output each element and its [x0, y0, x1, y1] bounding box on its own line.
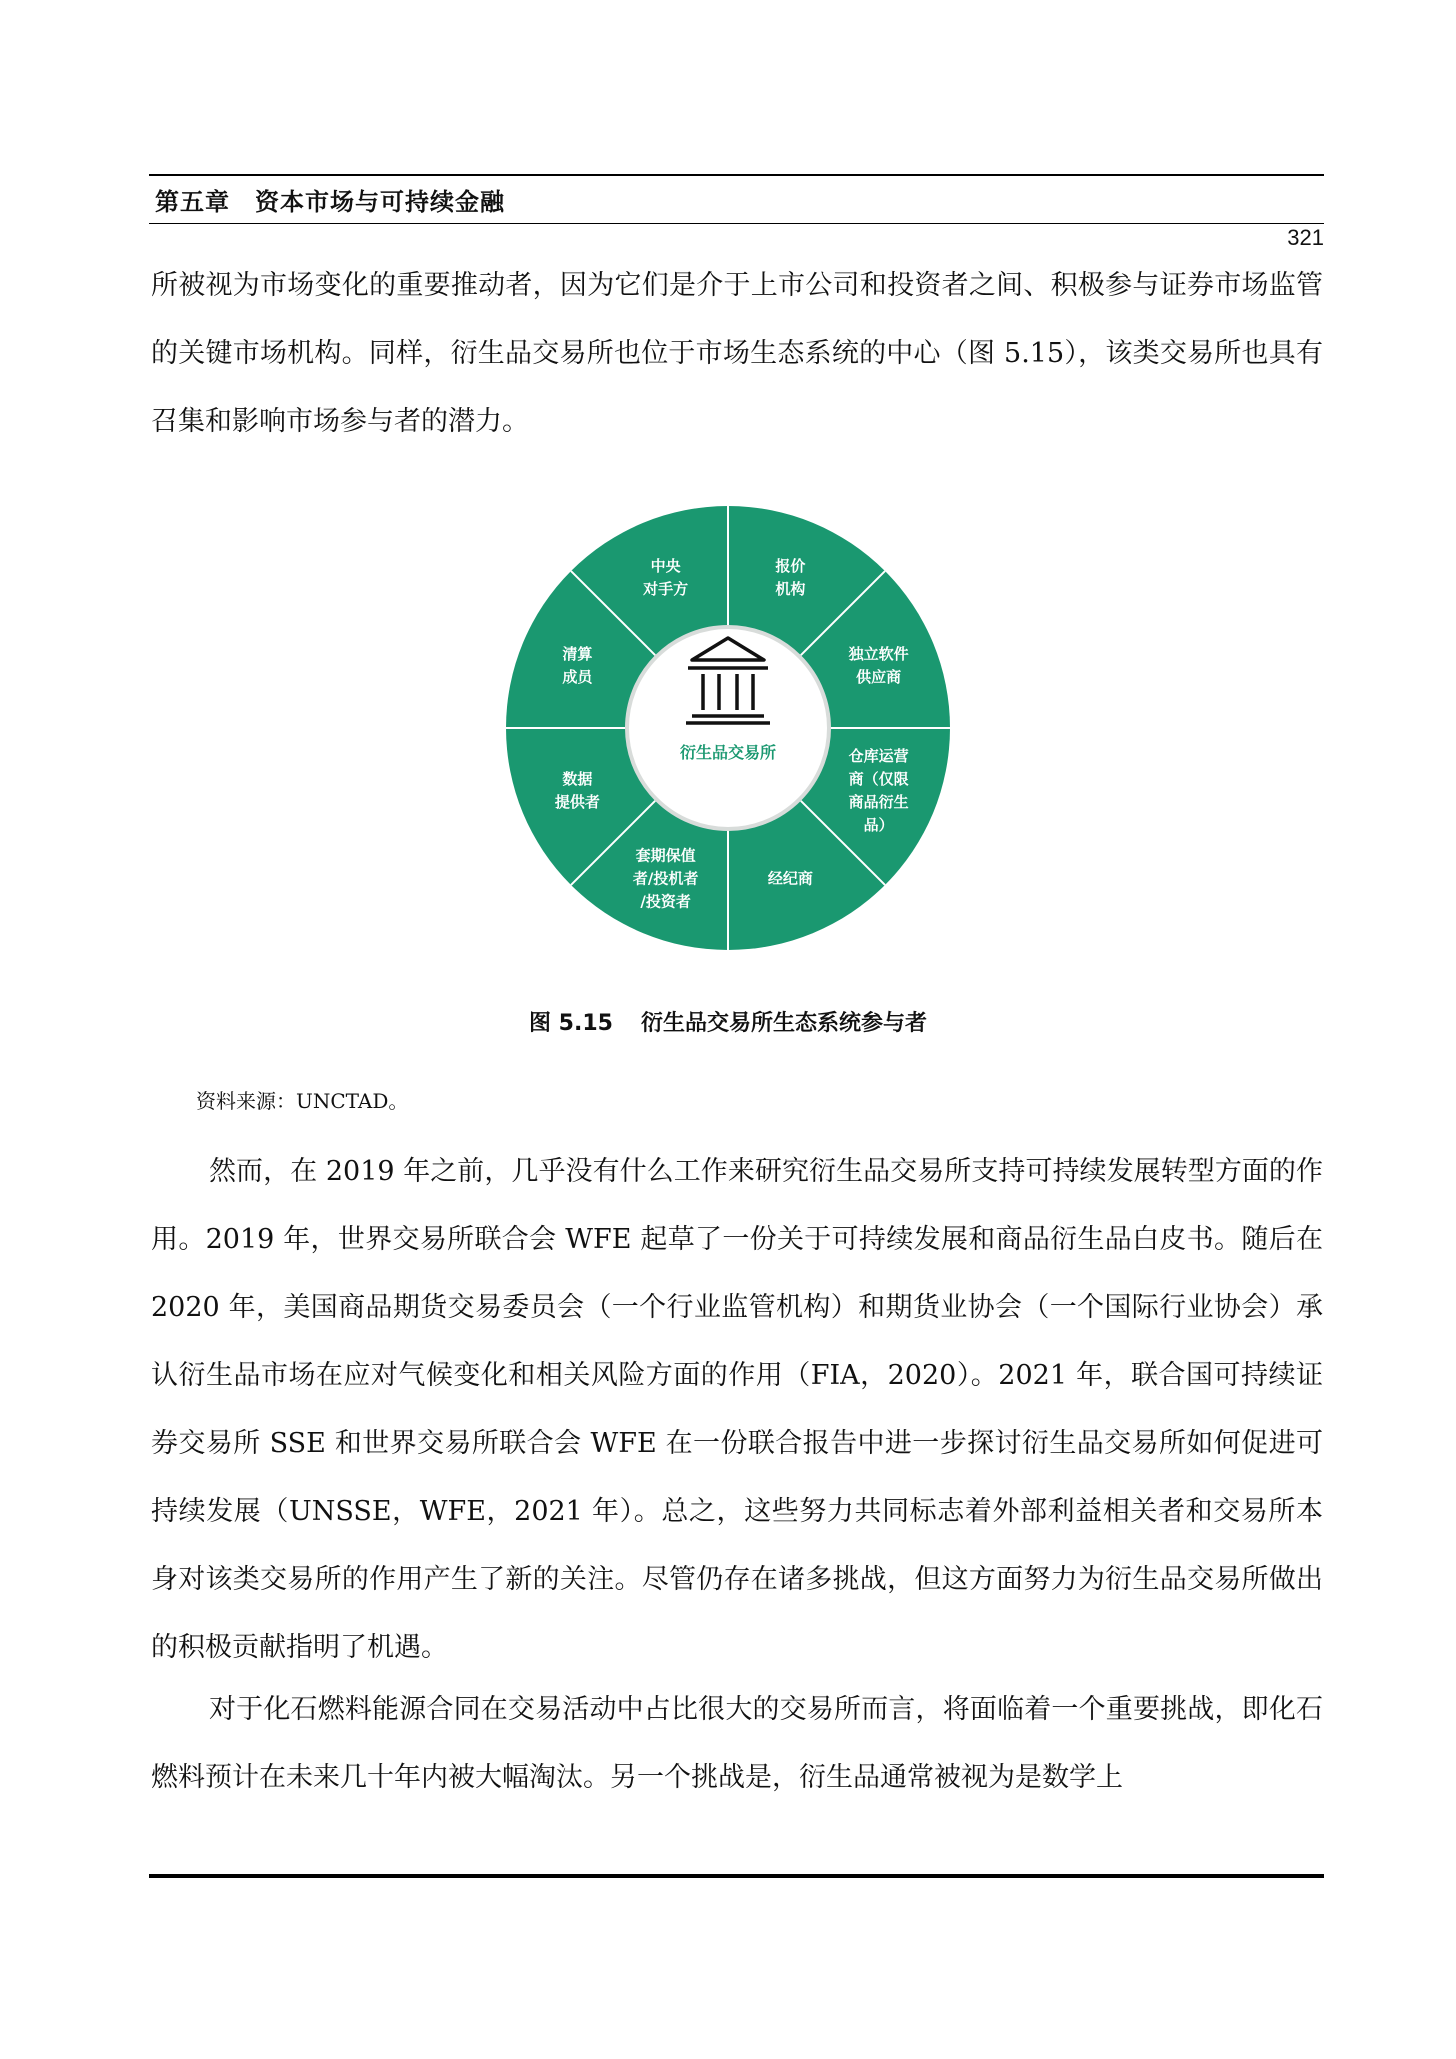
segment-label-line: 经纪商 — [767, 869, 813, 888]
header-top-rule — [149, 174, 1324, 176]
segment-label-line: 商品衍生 — [848, 792, 909, 811]
segment-label — [633, 847, 698, 911]
segment-label-line: 提供者 — [554, 792, 600, 811]
header-bottom-rule — [149, 223, 1324, 224]
segment-label-line: 机构 — [775, 579, 806, 598]
paragraph-3: 对于化石燃料能源合同在交易活动中占比很大的交易所而言，将面临着一个重要挑战，即化石燃料预计在未来几十年内被大幅淘汰。另一个挑战是，衍生品通常被视为是数学上 — [151, 1694, 1323, 1793]
paragraph-2: 然而，在 2019 年之前，几乎没有什么工作来研究衍生品交易所支持可持续发展转型方面的作用。2019 年，世界交易所联合会 WFE 起草了一份关于可持续发展和商品衍生品白皮书。随后在 2020 年，美国商品期货交易委员会（一个行业监管机构）和期货业协会（一个国际行业协会）承认衍生品市场在应对气候变化和相关风险方面的作用（FIA，2020）。2021 年，联合国可持续证券交易所 SSE 和世界交易所联合会 WFE 在一份联合报告中进一步探讨衍生品交易所如何促进可持续发展（UNSSE，WFE，2021 年）。总之，这些努力共同标志着外部利益相关者和交易所本身对该类交易所的作用产生了新的关注。尽管仍存在诸多挑战，但这方面努力为衍生品交易所做出的积极贡献指明了机遇。 — [151, 1156, 1323, 1663]
page-number: 321 — [1287, 225, 1324, 250]
exchange-ecosystem-diagram — [500, 500, 956, 956]
figure-caption — [0, 1006, 1456, 1037]
center-circle — [627, 627, 829, 829]
chapter-title: 第五章 资本市场与可持续金融 — [155, 188, 505, 216]
segment-label-line: 成员 — [562, 668, 593, 687]
center-label: 衍生品交易所 — [679, 743, 777, 762]
segment-label-line: 套期保值 — [635, 846, 696, 865]
segment-label-line: 对手方 — [643, 579, 689, 598]
figure-source: 资料来源：UNCTAD。 — [196, 1089, 409, 1113]
segment-label-line: 中央 — [650, 556, 681, 575]
segment-label-line: 独立软件 — [848, 645, 909, 664]
segment-label-line: 供应商 — [856, 668, 902, 687]
segment-label-line: 品） — [863, 815, 894, 834]
segment-label-line: 清算 — [562, 645, 593, 664]
segment-label — [768, 870, 813, 888]
footer-rule — [149, 1874, 1324, 1878]
segment-label-line: 报价 — [775, 556, 806, 575]
segment-label-line: 商（仅限 — [848, 769, 909, 788]
segment-label-line: 者/投机者 — [632, 869, 699, 888]
figure-number: 图 5.15 — [529, 1011, 613, 1036]
paragraph-1: 所被视为市场变化的重要推动者，因为它们是介于上市公司和投资者之间、积极参与证券市场监管的关键市场机构。同样，衍生品交易所也位于市场生态系统的中心（图 5.15），该类交易所也具有召集和影响市场参与者的潜力。 — [151, 270, 1323, 437]
segment-label-line: /投资者 — [640, 892, 691, 911]
figure-title: 衍生品交易所生态系统参与者 — [640, 1011, 927, 1036]
segment-label-line: 数据 — [562, 769, 593, 788]
segment-label-line: 仓库运营 — [848, 746, 909, 765]
